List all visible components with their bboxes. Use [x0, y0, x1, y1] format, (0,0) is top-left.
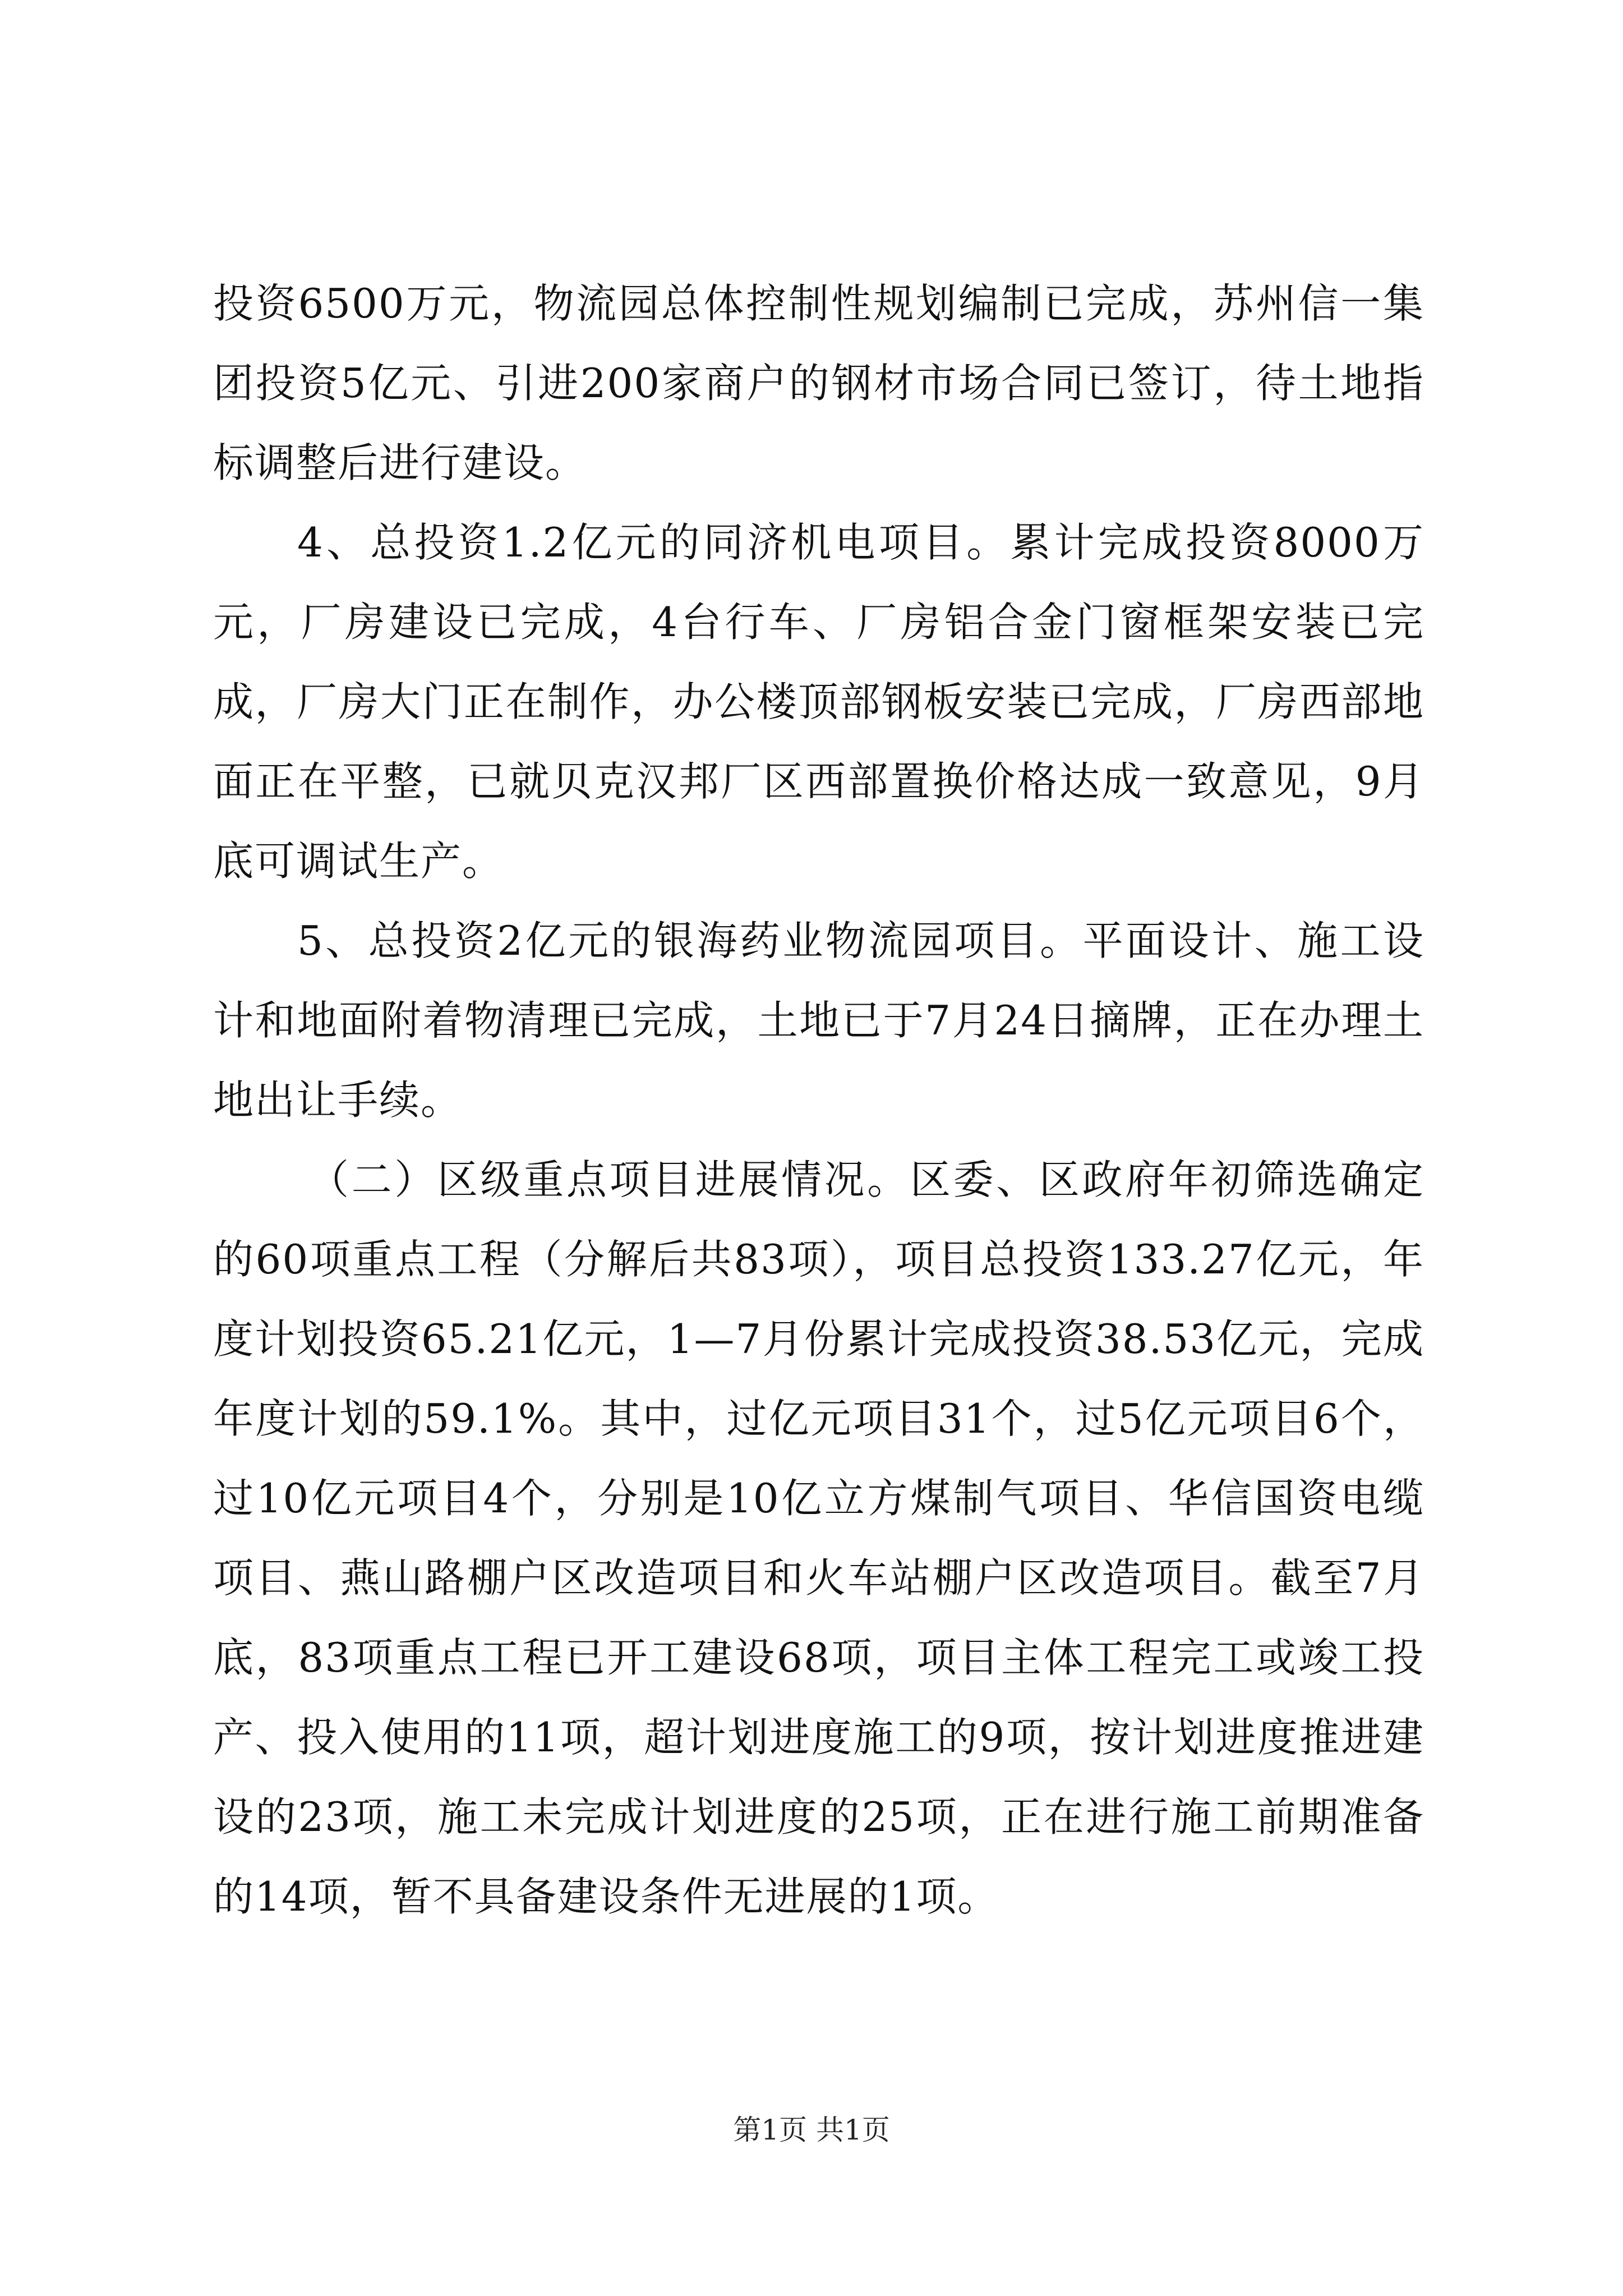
- paragraph-section-2: （二）区级重点项目进展情况。区委、区政府年初筛选确定的60项重点工程（分解后共83项），项目总投资133.27亿元，年度计划投资65.21亿元，1—7月份累计完成投资38.53亿元，完成年度计划的59.1%。其中，过亿元项目31个，过5亿元项目6个，过10亿元项目4个，分别是10亿立方煤制气项目、华信国资电缆项目、燕山路棚户区改造项目和火车站棚户区改造项目。截至7月底，83项重点工程已开工建设68项，项目主体工程完工或竣工投产、投入使用的11项，超计划进度施工的9项，按计划进度推进建设的23项，施工未完成计划进度的25项，正在进行施工前期准备的14项，暂不具备建设条件无进展的1项。: [213, 1156, 1424, 1920]
- document-body: [213, 264, 1424, 1936]
- paragraph-continuation: 投资6500万元，物流园总体控制性规划编制已完成，苏州信一集团投资5亿元、引进200家商户的钢材市场合同已签订，待土地指标调整后进行建设。: [213, 280, 1424, 486]
- page-footer: 第1页 共1页: [733, 2114, 890, 2146]
- paragraph-item-4: 4、总投资1.2亿元的同济机电项目。累计完成投资8000万元，厂房建设已完成，4台行车、厂房铝合金门窗框架安装已完成，厂房大门正在制作，办公楼顶部钢板安装已完成，厂房西部地面正在平整，已就贝克汉邦厂区西部置换价格达成一致意见，9月底可调试生产。: [213, 519, 1424, 885]
- paragraph-item-5: 5、总投资2亿元的银海药业物流园项目。平面设计、施工设计和地面附着物清理已完成，土地已于7月24日摘牌，正在办理土地出让手续。: [213, 917, 1424, 1124]
